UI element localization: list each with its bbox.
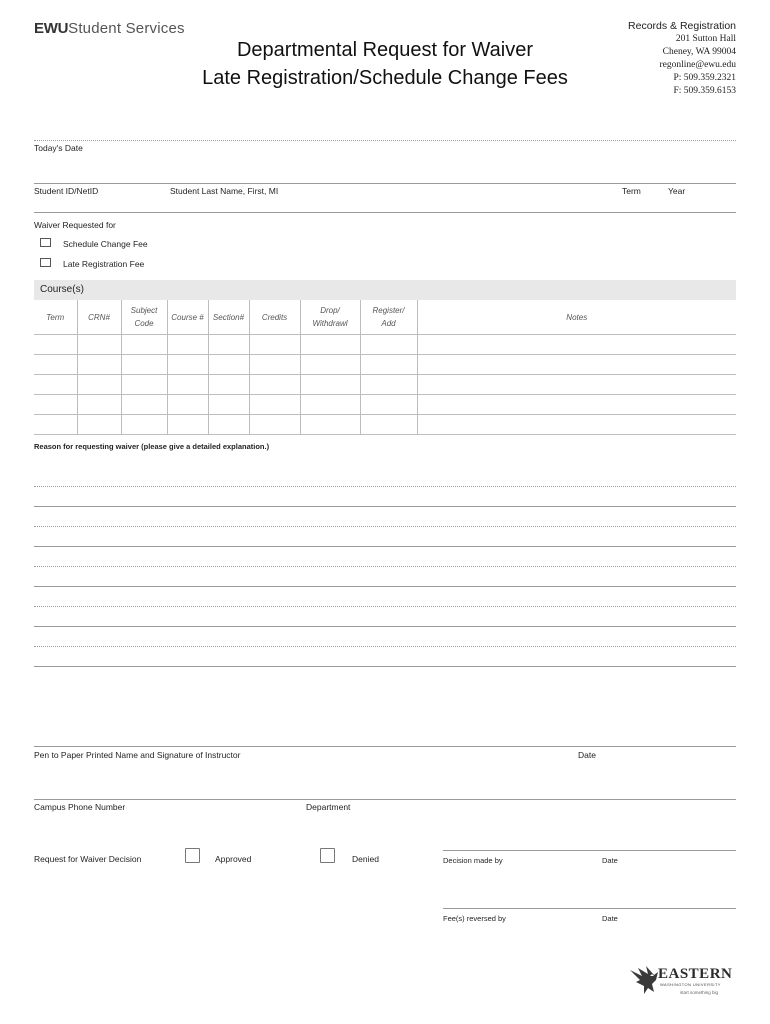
course-cell[interactable] — [167, 355, 208, 375]
decision-made-by-line[interactable] — [443, 850, 736, 851]
schedule-change-checkbox[interactable] — [40, 238, 51, 247]
term-label: Term — [622, 186, 641, 196]
waiver-section-rule — [34, 212, 736, 213]
course-cell[interactable] — [208, 415, 249, 435]
campus-phone-label: Campus Phone Number — [34, 802, 126, 812]
course-cell[interactable] — [34, 375, 77, 395]
course-cell[interactable] — [360, 375, 417, 395]
col-credits-header: Credits — [249, 300, 300, 335]
eastern-washington-logo — [628, 962, 736, 1002]
course-cell[interactable] — [121, 335, 167, 355]
instructor-date-label: Date — [578, 750, 596, 760]
denied-checkbox[interactable] — [320, 848, 335, 863]
course-cell[interactable] — [208, 335, 249, 355]
course-cell[interactable] — [417, 355, 736, 375]
reason-line[interactable] — [34, 546, 736, 547]
course-cell[interactable] — [208, 355, 249, 375]
course-cell[interactable] — [360, 415, 417, 435]
course-cell[interactable] — [121, 395, 167, 415]
courses-section-title: Course(s) — [40, 284, 84, 295]
phone-department-line[interactable] — [34, 799, 736, 800]
reason-line[interactable] — [34, 526, 736, 527]
decision-date-label: Date — [602, 856, 618, 865]
course-cell[interactable] — [167, 415, 208, 435]
course-cell[interactable] — [34, 415, 77, 435]
course-cell[interactable] — [34, 355, 77, 375]
course-cell[interactable] — [77, 335, 121, 355]
department-label: Department — [306, 802, 351, 812]
office-email: regonline@ewu.edu — [659, 60, 736, 70]
course-cell[interactable] — [249, 375, 300, 395]
late-registration-label: Late Registration Fee — [63, 259, 145, 269]
reason-line[interactable] — [34, 586, 736, 587]
waiver-decision-label: Request for Waiver Decision — [34, 854, 142, 864]
logo-eastern-text: EASTERN — [658, 966, 733, 982]
course-cell[interactable] — [360, 355, 417, 375]
col-course-number-header: Course # — [167, 300, 208, 335]
course-cell[interactable] — [300, 375, 360, 395]
col-drop-withdrawl-header: Drop/ Withdrawl — [300, 300, 360, 335]
decision-made-by-label: Decision made by — [443, 856, 503, 865]
todays-date-field[interactable] — [34, 142, 736, 182]
col-subject-code-header: Subject Code — [121, 300, 167, 335]
courses-table — [34, 300, 736, 435]
approved-label: Approved — [215, 854, 252, 864]
student-id-label: Student ID/NetID — [34, 186, 99, 196]
office-name: Records & Registration — [628, 20, 736, 32]
course-cell[interactable] — [167, 375, 208, 395]
col-section-header: Section# — [208, 300, 249, 335]
course-cell[interactable] — [77, 375, 121, 395]
col-crn-header: CRN# — [77, 300, 121, 335]
office-fax: F: 509.359.6153 — [673, 86, 736, 96]
course-cell[interactable] — [77, 395, 121, 415]
reason-line[interactable] — [34, 486, 736, 487]
course-cell[interactable] — [417, 335, 736, 355]
approved-checkbox[interactable] — [185, 848, 200, 863]
course-cell[interactable] — [208, 375, 249, 395]
year-label: Year — [668, 186, 686, 196]
student-name-label: Student Last Name, First, MI — [170, 186, 279, 196]
course-cell[interactable] — [249, 415, 300, 435]
course-cell[interactable] — [300, 415, 360, 435]
office-address-block — [628, 20, 736, 98]
fees-reversed-date-label: Date — [602, 914, 618, 923]
course-cell[interactable] — [300, 355, 360, 375]
col-register-add-header: Register/ Add — [360, 300, 417, 335]
fees-reversed-by-line[interactable] — [443, 908, 736, 909]
brand-ewu: EWU — [34, 20, 69, 37]
course-cell[interactable] — [77, 415, 121, 435]
col-term-header: Term — [34, 300, 77, 335]
header-divider — [34, 140, 736, 141]
course-cell[interactable] — [300, 335, 360, 355]
course-cell[interactable] — [167, 335, 208, 355]
courses-header-row — [34, 300, 736, 335]
fees-reversed-by-label: Fee(s) reversed by — [443, 914, 506, 923]
course-cell[interactable] — [249, 395, 300, 415]
course-cell[interactable] — [77, 355, 121, 375]
brand-student-services: Student Services — [68, 20, 185, 37]
denied-label: Denied — [352, 854, 379, 864]
course-cell[interactable] — [34, 335, 77, 355]
reason-line[interactable] — [34, 646, 736, 647]
course-cell[interactable] — [417, 375, 736, 395]
course-cell[interactable] — [208, 395, 249, 415]
course-cell[interactable] — [417, 415, 736, 435]
student-info-rule — [34, 183, 736, 184]
courses-section-band — [34, 280, 736, 300]
course-cell[interactable] — [360, 335, 417, 355]
office-phone: P: 509.359.2321 — [673, 73, 736, 83]
reason-line[interactable] — [34, 506, 736, 507]
waiver-requested-label: Waiver Requested for — [34, 220, 116, 230]
logo-tagline: start something big — [680, 990, 719, 995]
schedule-change-label: Schedule Change Fee — [63, 239, 148, 249]
form-title-line1: Departmental Request for Waiver — [236, 39, 534, 61]
course-cell[interactable] — [249, 355, 300, 375]
course-cell[interactable] — [167, 395, 208, 415]
instructor-signature-label: Pen to Paper Printed Name and Signature of Instructor — [34, 750, 241, 760]
course-row — [34, 415, 736, 435]
course-row — [34, 355, 736, 375]
course-cell[interactable] — [121, 415, 167, 435]
reason-line[interactable] — [34, 566, 736, 567]
course-cell[interactable] — [121, 375, 167, 395]
course-cell[interactable] — [300, 395, 360, 415]
address-line1: 201 Sutton Hall — [675, 34, 736, 44]
course-row — [34, 375, 736, 395]
logo-university-text: WASHINGTON UNIVERSITY — [660, 982, 721, 987]
reason-line[interactable] — [34, 666, 736, 667]
course-cell[interactable] — [360, 395, 417, 415]
course-cell[interactable] — [417, 395, 736, 415]
reason-line[interactable] — [34, 606, 736, 607]
form-title-line2: Late Registration/Schedule Change Fees — [202, 67, 568, 89]
brand-wordmark — [34, 20, 185, 37]
reason-line[interactable] — [34, 626, 736, 627]
reason-label: Reason for requesting waiver (please give a detailed explanation.) — [34, 442, 270, 451]
course-cell[interactable] — [249, 335, 300, 355]
course-cell[interactable] — [121, 355, 167, 375]
col-notes-header: Notes — [417, 300, 736, 335]
address-line2: Cheney, WA 99004 — [662, 47, 736, 57]
course-row — [34, 395, 736, 415]
course-cell[interactable] — [34, 395, 77, 415]
course-row — [34, 335, 736, 355]
instructor-signature-line[interactable] — [34, 746, 736, 747]
todays-date-label: Today's Date — [34, 143, 83, 153]
late-registration-checkbox[interactable] — [40, 258, 51, 267]
